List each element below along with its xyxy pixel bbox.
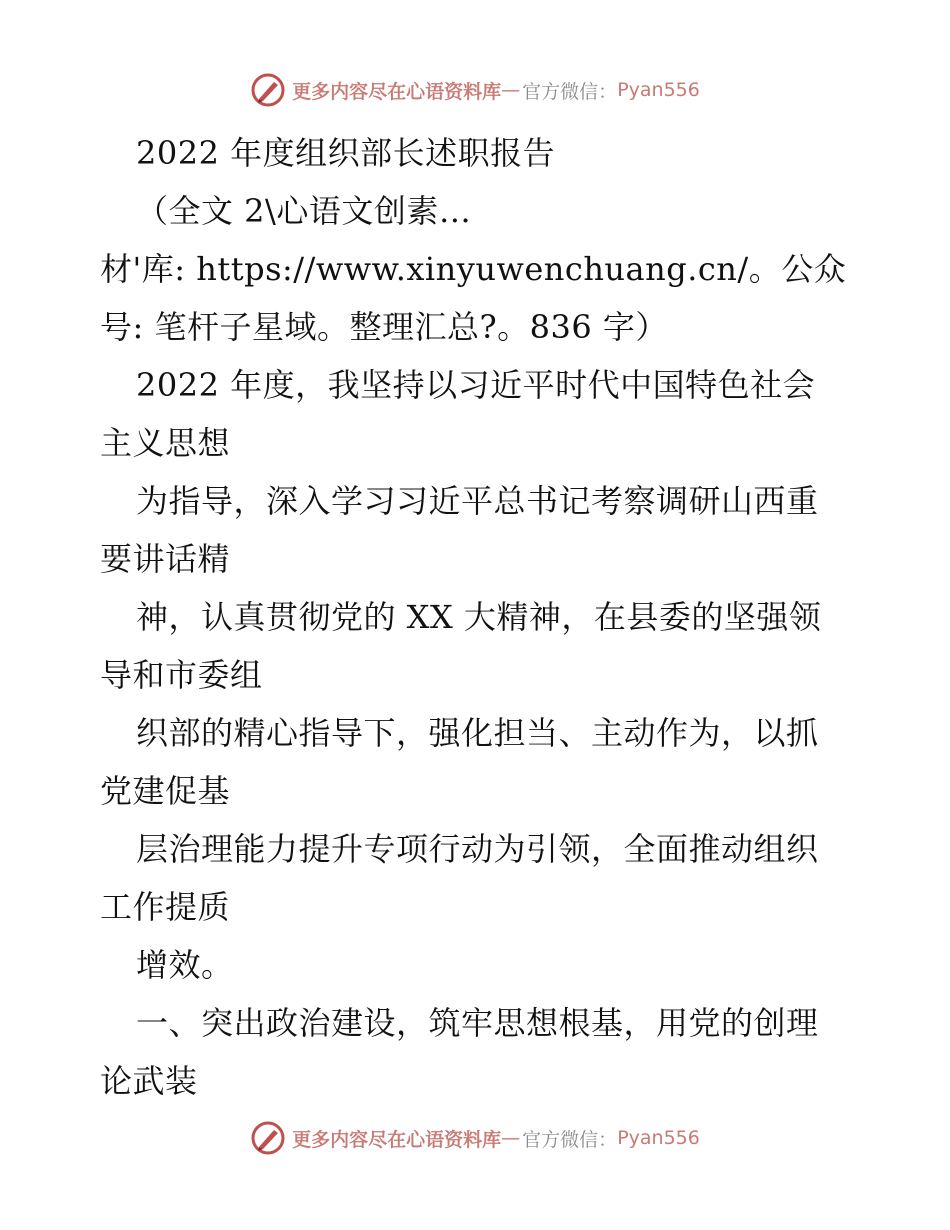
text-line: 2022 年度，我坚持以习近平时代中国特色社会: [136, 366, 816, 404]
text-line: 主义思想: [100, 424, 231, 462]
document-title: 2022 年度组织部长述职报告: [136, 134, 556, 172]
text-line: 工作提质: [100, 888, 231, 926]
banner-main-text: 更多内容尽在心语资料库: [292, 1128, 502, 1151]
text-line: 织部的精心指导下，强化担当、主动作为，以抓: [136, 714, 819, 752]
text-line: 号: 笔杆子星域。整理汇总?。836 字）: [100, 308, 668, 346]
text-line: 导和市委组: [100, 656, 263, 694]
banner-wechat-label: 官方微信：: [522, 80, 618, 103]
banner-wechat-id: Pyan556: [617, 1127, 700, 1149]
text-line: 增效。: [136, 946, 234, 984]
document-body: [100, 124, 860, 1110]
text-line: 党建促基: [100, 772, 231, 810]
text-line: 层治理能力提升专项行动为引领，全面推动组织: [136, 830, 819, 868]
banner-wechat-label: 官方微信：: [522, 1128, 618, 1151]
banner-main-text: 更多内容尽在心语资料库: [292, 80, 502, 103]
text-line: 要讲话精: [100, 540, 231, 578]
banner-dash: —: [501, 79, 521, 101]
text-line: 材'库: https://www.xinyuwenchuang.cn/。公众: [100, 250, 847, 288]
text-line: 神，认真贯彻党的 XX 大精神，在县委的坚强领: [136, 598, 822, 636]
pen-logo-icon: [250, 1120, 286, 1156]
banner-wechat-id: Pyan556: [617, 79, 700, 101]
banner-dash: —: [501, 1127, 521, 1149]
text-line: （全文 2\心语文创素…: [136, 192, 472, 230]
pen-logo-icon: [250, 72, 286, 108]
header-watermark-banner: [0, 70, 950, 110]
text-line: 一、突出政治建设，筑牢思想根基，用党的创理: [136, 1004, 819, 1042]
text-line: 论武装: [100, 1062, 198, 1100]
text-line: 为指导，深入学习习近平总书记考察调研山西重: [136, 482, 819, 520]
footer-watermark-banner: [0, 1118, 950, 1158]
